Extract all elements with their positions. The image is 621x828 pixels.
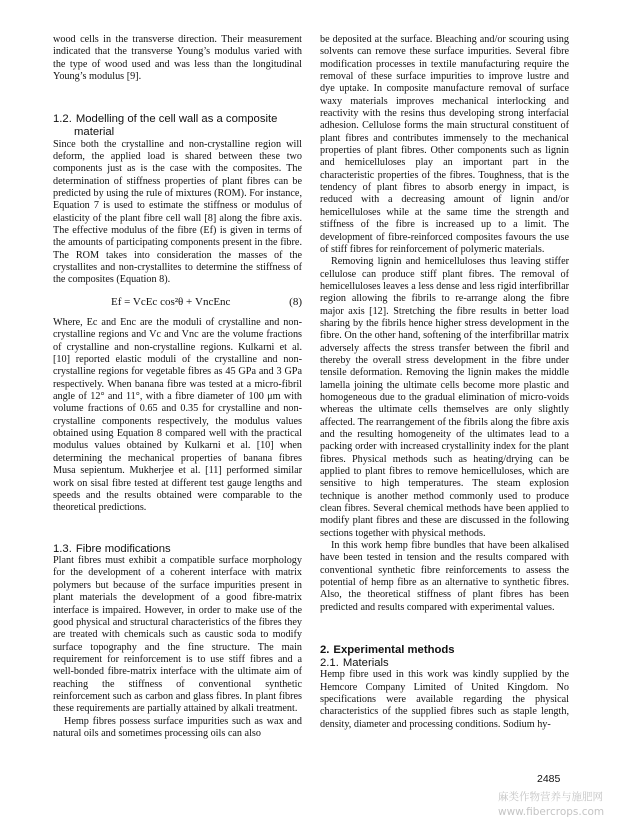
section-number: 2. bbox=[320, 644, 330, 657]
section-number: 2.1. bbox=[320, 656, 339, 669]
section-title: Experimental methods bbox=[333, 644, 455, 657]
page-number: 2485 bbox=[537, 773, 561, 785]
paragraph: Hemp fibre used in this work was kindly supplied by the Hemcore Company Limited of United Kingdom. No specifications were available regarding the physical characteristics of the supplied fibres such as staple length, density, diameter and processing conditions. Sodium hy- bbox=[320, 669, 569, 730]
paragraph: Plant fibres must exhibit a compatible surface morphology for the development of a coherent interface with matrix polymers but because of the surface impurities present in plant materials the development of a good fibre-matrix interface is impaired. However, in order to make use of the good physical and structural characteristics of the fibres they are treated with chemicals such as caustic soda to modify surface topography and the fine structure. The main requirement for reinforcement is to use stiff fibres and a well-bonded fibre-matrix interface with the ultimate aim of reaching the stiffness of conventional synthetic reinforcement such as carbon and glass fibres. In plant fibres these requirements are partially attained by alkali treatment. bbox=[53, 555, 302, 715]
paragraph: Where, Ec and Enc are the moduli of crystalline and non-crystalline regions and Vc and Vnc are the volume fractions of crystalline and non-crystalline regions. Kulkarni et al. [10] reported elastic moduli of the crystalline and non-crystalline regions for vegetable fibres as 45 GPa and 3 GPa respectively. When banana fibre was tested at a micro-fibril angle of 12° and 11°, with a fibre diameter of 100 μm with volume fractions of 0.65 and 0.35 for crystalline and non-crystalline components respectively, the modulus values obtained using Equation 8 compared well with the practical modulus values obtained by Kulkarni et al. [10] when determining the mechanical properties of banana fibres Musa sepientum. Mukherjee et al. [11] performed similar work on sisal fibre tested at different test gauge lengths and speeds and the results obtained were comparable to the theoretical predictions. bbox=[53, 317, 302, 514]
section-number: 1.2. bbox=[53, 113, 72, 126]
section-heading-1-3 bbox=[53, 543, 302, 556]
equation-number: (8) bbox=[289, 295, 302, 308]
equation-text: Ef = VcEc cos²θ + VncEnc bbox=[111, 295, 231, 308]
paragraph: Removing lignin and hemicelluloses thus leaving stiffer cellulose can produce stiff plant fibres. The removal of hemicelluloses leaves a less dense and less rigid interfibrillar region allowing the fibrils to re-arrange along the fibre major axis [12]. Stretching the fibre results in better load sharing by the fibrils hence higher stress development in the fibre. On the other hand, softening of the interfibrillar matrix adversely affects the stress transfer between the fibril and thereby the overall stress development in the fibre under tensile deformation. Removing the lignin makes the middle lamella joining the ultimate cells become more plastic and homogeneous due to the gradual elimination of micro-voids whereas the ultimate cells themselves are only slightly affected. The rearrangement of the fibrils along the fibre axis and the resulting homogeneity of the ultimates lead to a packing order with increased crystallinity index for the plant fibres. Physical methods such as heating/drying can be applied to plant fibres to remove hemicelluloses, which are sensitive to high temperatures. The steam explosion technique is another method commonly used to produce clean fibres. Several chemical methods have been applied to modify plant fibres and these are discussed in the following sections together with physical methods. bbox=[320, 256, 569, 539]
section-title: Modelling of the cell wall as a composite bbox=[75, 113, 278, 126]
section-title: Materials bbox=[342, 656, 389, 669]
section-heading-2-1 bbox=[320, 657, 569, 670]
watermark-line: 麻类作物营养与施肥网 bbox=[498, 791, 603, 803]
left-column bbox=[53, 34, 302, 740]
paragraph: In this work hemp fibre bundles that have been alkalised have been tested in tension and the results compared with conventional synthetic fibre reinforcements to assess the potential of hemp fibre as an alternative to synthetic fibres. Also, the theoretical stiffness of plant fibres has been predicted and results compared with experimental values. bbox=[320, 540, 569, 613]
section-heading-1-2 bbox=[53, 113, 302, 138]
section-title-continued: material bbox=[74, 125, 115, 138]
paragraph: wood cells in the transverse direction. Their measurement indicated that the transverse Young’s modulus varied with the type of wood used and was less than the longitudinal Young’s modulus [9]. bbox=[53, 34, 302, 83]
section-heading-2 bbox=[320, 644, 569, 657]
paragraph: Hemp fibres possess surface impurities such as wax and natural oils and sometimes processing oils can also bbox=[53, 715, 302, 739]
paragraph: Since both the crystalline and non-crystalline region will deform, the applied load is shared between these two components just as is the case with the composites. The determination of stiffness properties of plant fibres can be predicted by using the rule of mixtures (ROM). For instance, Equation 7 is used to estimate the stiffness or modulus of elasticity of the plant fibre cell wall [8] along the fibre axis. The effective modulus of the fibre (Ef) is given in terms of the amounts of participating components present in the fibre. The ROM takes into consideration the masses of the crystallites and non-crystallites to determine the stiffness of the composites (Equation 8). bbox=[53, 138, 302, 286]
section-title: Fibre modifications bbox=[75, 542, 171, 555]
watermark-line: www.fibercrops.com bbox=[498, 806, 605, 818]
paragraph: be deposited at the surface. Bleaching and/or scouring using solvents can remove these surface impurities. Several fibre modification processes in textile manufacturing require the removal of these surface impurities to improve lustre and dye uptake. In composite manufacture removal of surface waxy materials improves mechanical interlocking and reactivity with the resins thus developing strong interfacial adhesion. Cellulose forms the main structural constituent of plant fibres and contributes immensely to the mechanical properties of plant fibres. Other components such as lignin and hemicelluloses play an important part in the characteristic properties of the fibres. Toughness, that is the tendency of plant fibres to absorb energy in impact, is reduced with a decreasing amount of lignin and/or hemicelluloses while at the same time the strength and stiffness of the fibre is increased up to a limit. The development of fibre-reinforced composites favours the use of stiff fibres for reinforcement of polymeric materials. bbox=[320, 34, 569, 255]
section-number: 1.3. bbox=[53, 542, 72, 555]
right-column bbox=[320, 34, 569, 731]
equation-8 bbox=[53, 296, 302, 308]
watermark bbox=[498, 790, 618, 820]
